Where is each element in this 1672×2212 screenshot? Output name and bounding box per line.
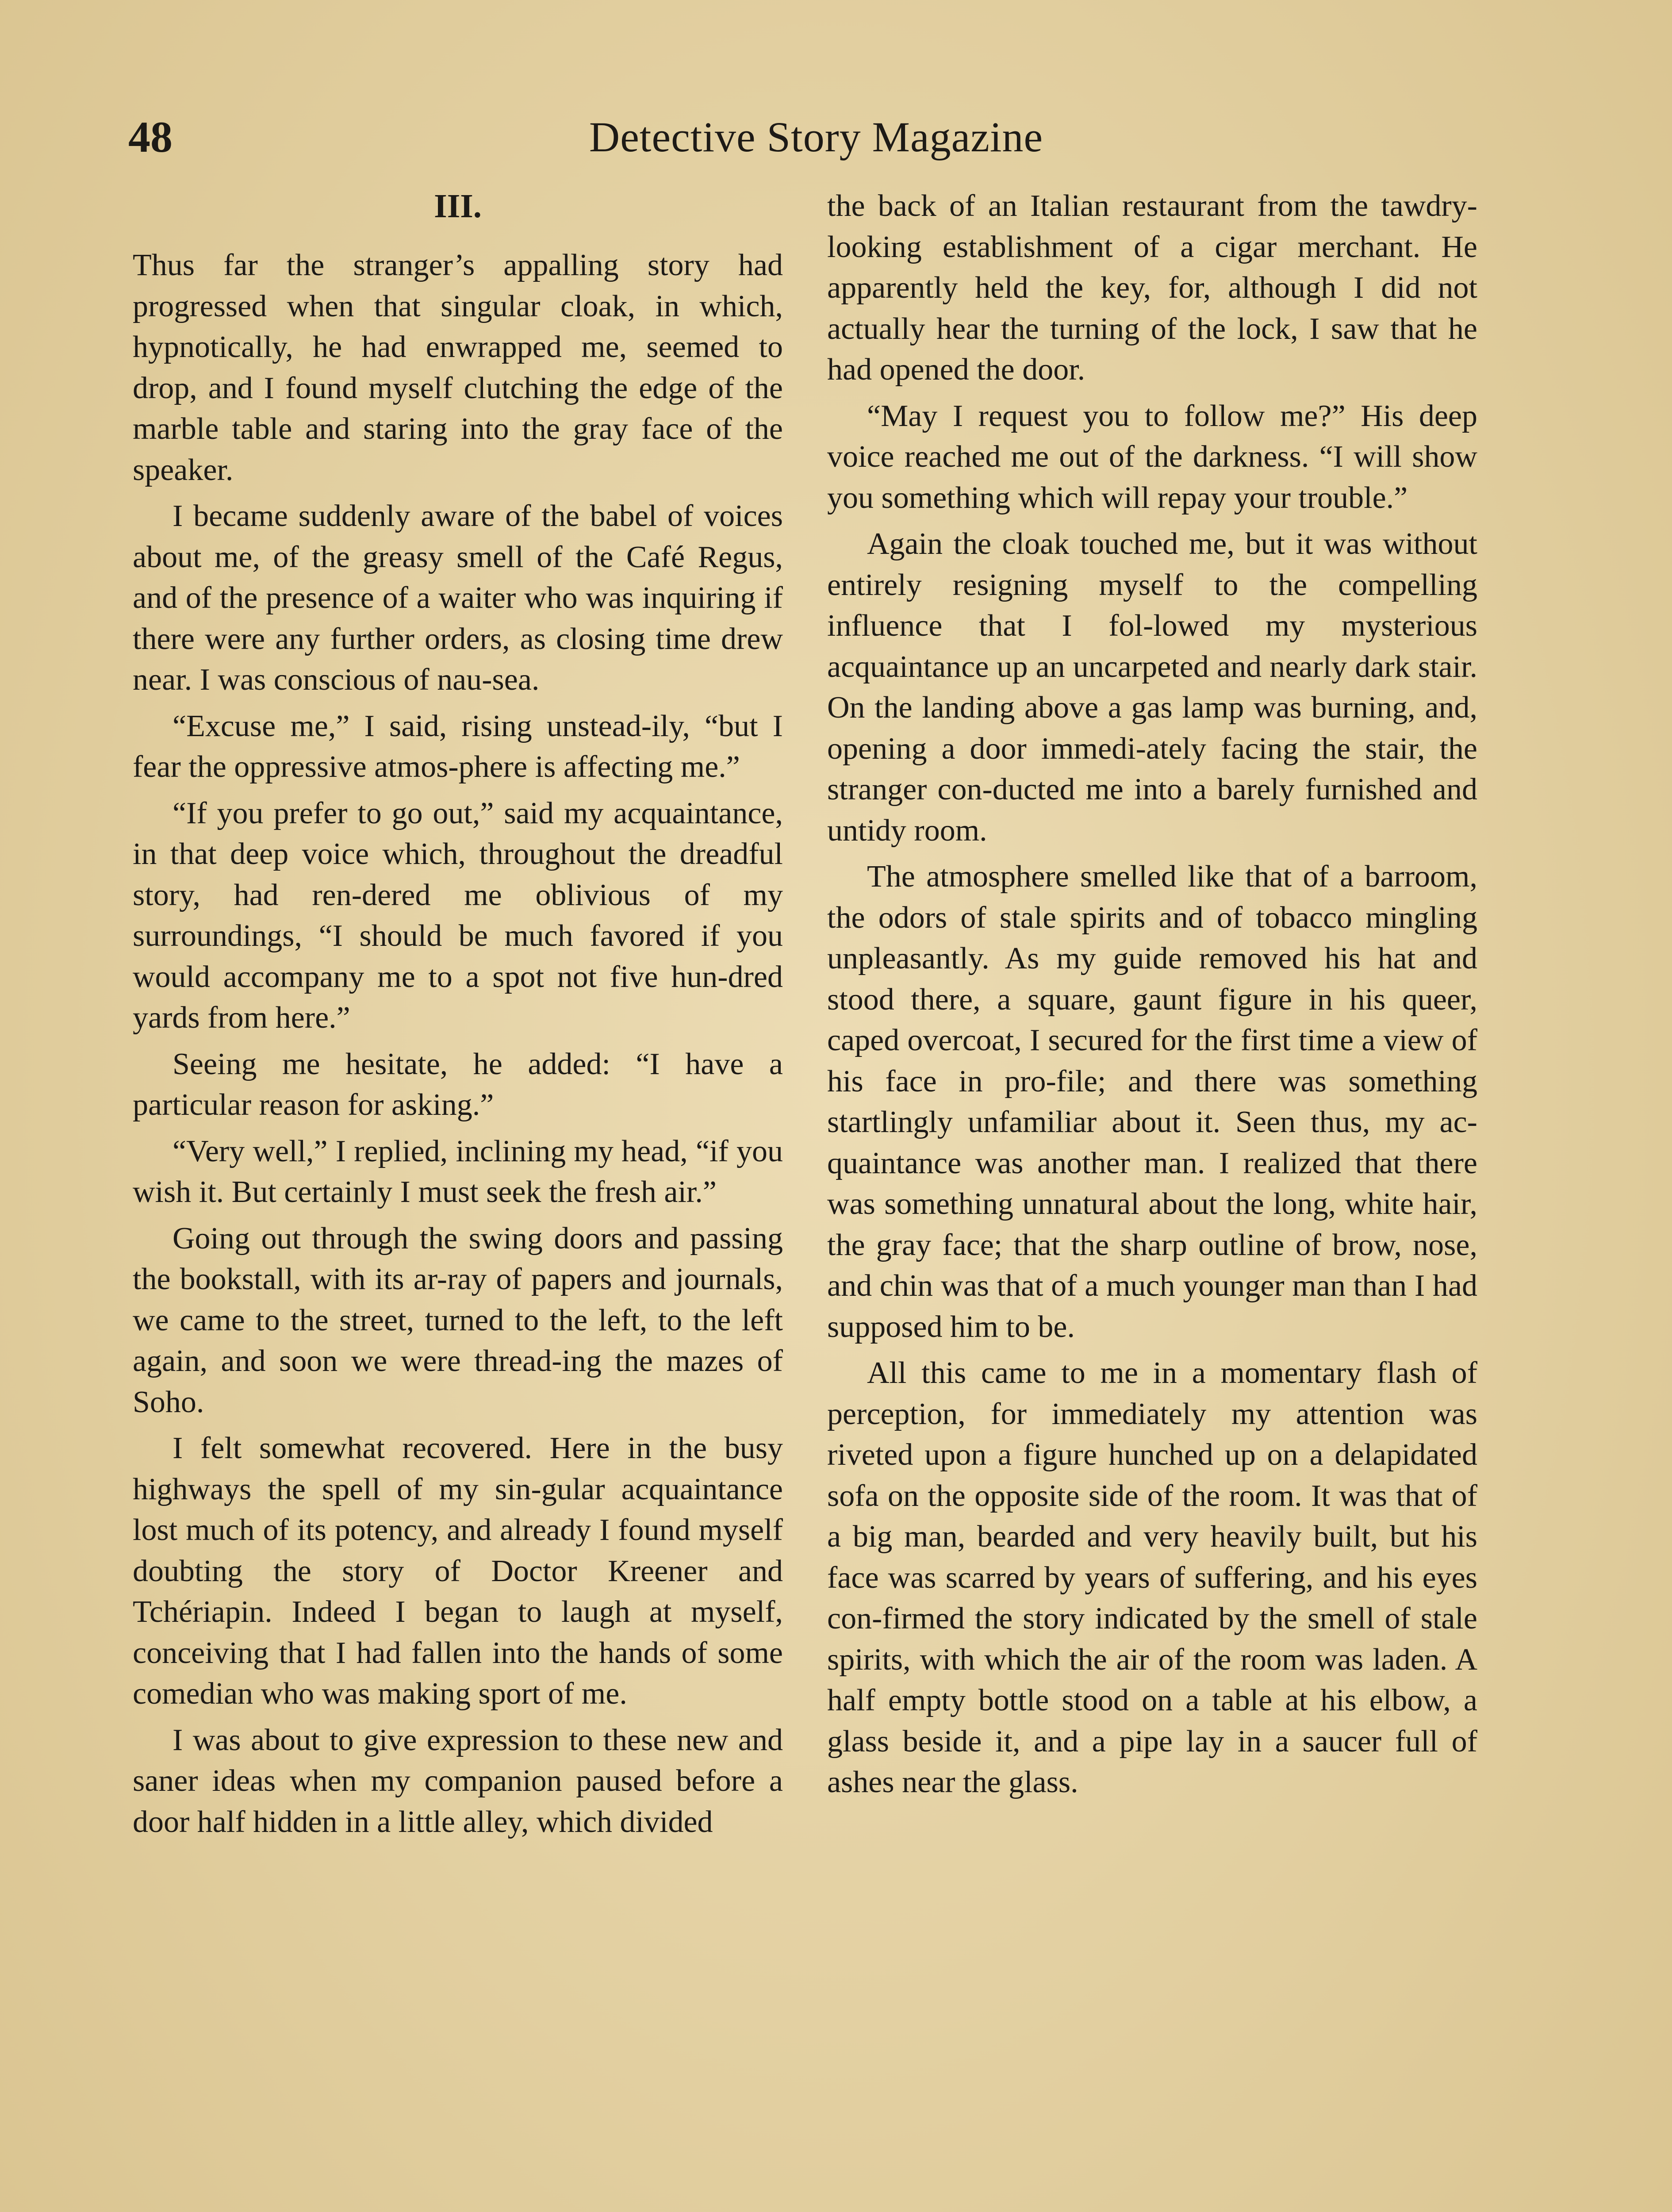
- paragraph: I felt somewhat recovered. Here in the busy highways the spell of my sin-gular acquaintance lost much of its potency, and already I found myself doubting the story of Doctor Kreener and Tchériapin. Indeed I began to laugh at myself, conceiving that I had fallen into the hands of some comedian who was making sport of me.: [133, 1431, 783, 1711]
- paragraph: “Excuse me,” I said, rising unstead-ily, “but I fear the oppressive atmos-phere is affecting me.”: [133, 709, 783, 784]
- paragraph: Going out through the swing doors and passing the bookstall, with its ar-ray of papers and journals, we came to the street, turned to the left, to the left again, and soon we were thread-ing the mazes of Soho.: [133, 1221, 783, 1419]
- page-header: [128, 102, 1504, 173]
- paragraph: “May I request you to follow me?” His deep voice reached me out of the darkness. “I will show you something which will repay your trouble.”: [827, 399, 1477, 515]
- paragraph: Thus far the stranger’s appalling story had progressed when that singular cloak, in which, hypnotically, he had enwrapped me, seemed to drop, and I found myself clutching the edge of the marble table and staring into the gray face of the speaker.: [133, 248, 783, 487]
- section-heading: III.: [434, 188, 482, 225]
- paragraph: All this came to me in a momentary flash of perception, for immediately my attention was riveted upon a figure hunched up on a delapidated sofa on the opposite side of the room. It was that of a big man, bearded and very heavily built, but his face was scarred by years of suffering, and his eyes con-firmed the story indicated by the smell of stale spirits, with which the air of the room was laden. A half empty bottle stood on a table at his elbow, a glass beside it, and a pipe lay in a saucer full of ashes near the glass.: [827, 1356, 1477, 1799]
- paragraph: the back of an Italian restaurant from the tawdry-looking establishment of a cigar merchant. He apparently held the key, for, although I did not actually hear the turning of the lock, I saw that he had opened the door.: [827, 189, 1477, 387]
- page-number: 48: [128, 112, 173, 161]
- paragraph: Seeing me hesitate, he added: “I have a particular reason for asking.”: [133, 1047, 783, 1122]
- running-head: Detective Story Magazine: [589, 113, 1043, 161]
- left-column: [133, 186, 783, 1848]
- right-column: [827, 186, 1477, 1809]
- paragraph: “Very well,” I replied, inclining my head, “if you wish it. But certainly I must seek the fresh air.”: [133, 1134, 783, 1209]
- paragraph: I was about to give expression to these new and saner ideas when my companion paused before a door half hidden in a little alley, which divided: [133, 1723, 783, 1839]
- paragraph: “If you prefer to go out,” said my acquaintance, in that deep voice which, throughout the dreadful story, had ren-dered me oblivious of my surroundings, “I should be much favored if you would accompany me to a spot not five hun-dred yards from here.”: [133, 796, 783, 1035]
- paragraph: The atmosphere smelled like that of a barroom, the odors of stale spirits and of tobacco mingling unpleasantly. As my guide removed his hat and stood there, a square, gaunt figure in his queer, caped overcoat, I secured for the first time a view of his face in pro-file; and there was something startlingly unfamiliar about it. Seen thus, my ac-quaintance was another man. I realized that there was something unnatural about the long, white hair, the gray face; that the sharp outline of brow, nose, and chin was that of a much younger man than I had supposed him to be.: [827, 860, 1477, 1344]
- paragraph: I became suddenly aware of the babel of voices about me, of the greasy smell of the Café Regus, and of the presence of a waiter who was inquiring if there were any further orders, as closing time drew near. I was conscious of nau-sea.: [133, 499, 783, 697]
- paragraph: Again the cloak touched me, but it was without entirely resigning myself to the compelling influence that I fol-lowed my mysterious acquaintance up an uncarpeted and nearly dark stair. On the landing above a gas lamp was burning, and, opening a door immedi-ately facing the stair, the stranger con-ducted me into a barely furnished and untidy room.: [827, 527, 1477, 848]
